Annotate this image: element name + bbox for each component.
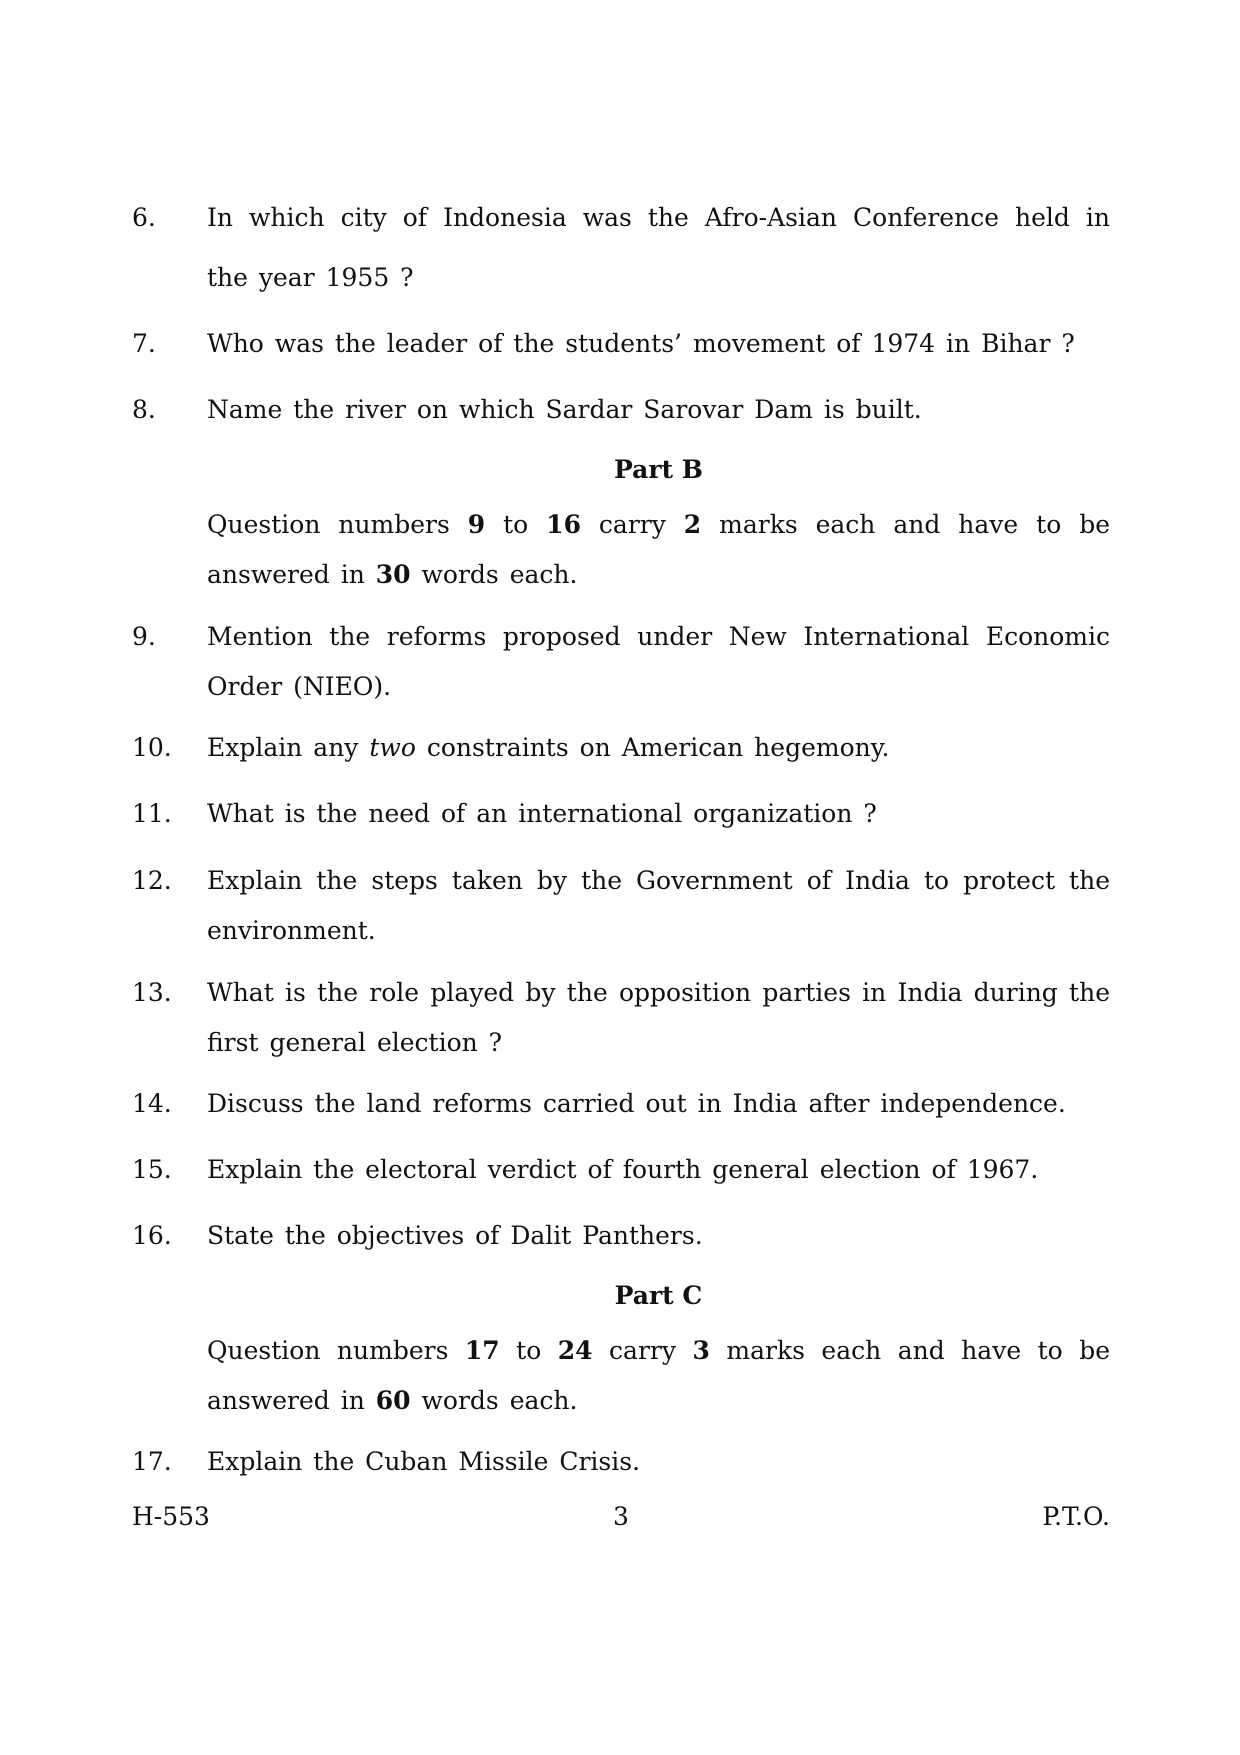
- question-emphasis: two: [369, 733, 416, 762]
- instruction-text: to: [499, 1336, 558, 1365]
- instruction-text: Question numbers: [207, 1336, 465, 1365]
- question-text: Discuss the land reforms carried out in India after independence.: [207, 1089, 1066, 1118]
- question-text: What is the role played by the opposition parties in India during the first general election ?: [207, 978, 1110, 1057]
- instruction-marks: 3: [692, 1336, 710, 1365]
- question-text: Explain the steps taken by the Government of India to protect the environment.: [207, 866, 1110, 945]
- instruction-text: marks each and have to be answered in: [207, 510, 1110, 589]
- question-text-part: Explain any: [207, 733, 370, 762]
- instruction-to: 24: [557, 1336, 593, 1365]
- instruction-words: 30: [375, 560, 411, 589]
- question-number: 15.: [132, 1155, 172, 1184]
- part-c-heading: Part C: [614, 1281, 703, 1310]
- part-b-instruction: [132, 500, 1110, 600]
- instruction-text: words each.: [410, 1386, 578, 1415]
- instruction-text: to: [485, 510, 547, 539]
- question-number: 10.: [132, 733, 172, 762]
- question-number: 7.: [132, 329, 156, 358]
- question-8: [132, 380, 1110, 440]
- question-text: Mention the reforms proposed under New International Economic Order (NIEO).: [207, 622, 1110, 701]
- question-text: Explain the Cuban Missile Crisis.: [207, 1447, 641, 1476]
- question-9: [132, 612, 1110, 712]
- question-16: [132, 1206, 1110, 1266]
- question-15: [132, 1140, 1110, 1200]
- instruction-text: words each.: [410, 560, 578, 589]
- question-text: What is the need of an international organization ?: [207, 799, 877, 828]
- instruction-to: 16: [546, 510, 581, 539]
- question-6: [132, 188, 1110, 308]
- instruction-from: 17: [464, 1336, 500, 1365]
- question-number: 6.: [132, 203, 156, 232]
- instruction-words: 60: [375, 1386, 411, 1415]
- question-number: 17.: [132, 1447, 172, 1476]
- question-number: 16.: [132, 1221, 172, 1250]
- instruction-text: carry: [580, 510, 684, 539]
- question-7: [132, 314, 1110, 374]
- question-list: [132, 203, 1111, 1492]
- question-number: 11.: [132, 799, 172, 828]
- question-14: [132, 1074, 1110, 1134]
- instruction-text: marks each and have to be answered in: [207, 1336, 1111, 1415]
- question-text: Name the river on which Sardar Sarovar Dam is built.: [207, 395, 922, 424]
- question-text: [207, 718, 1110, 778]
- question-17: [132, 1432, 1110, 1492]
- page-footer: [132, 1502, 1110, 1531]
- question-10: [132, 718, 1110, 778]
- instruction-text: carry: [592, 1336, 693, 1365]
- pto-label: P.T.O.: [1042, 1502, 1110, 1531]
- page-number: 3: [613, 1502, 629, 1531]
- question-number: 8.: [132, 395, 156, 424]
- part-c-instruction: [132, 1326, 1110, 1426]
- question-12: [132, 856, 1110, 956]
- question-13: [132, 968, 1110, 1068]
- question-11: [132, 784, 1110, 844]
- part-b-heading: Part B: [614, 455, 703, 484]
- instruction-from: 9: [467, 510, 486, 539]
- question-text: Explain the electoral verdict of fourth general election of 1967.: [207, 1155, 1039, 1184]
- question-number: 12.: [132, 866, 172, 895]
- question-text: State the objectives of Dalit Panthers.: [207, 1221, 703, 1250]
- question-number: 13.: [132, 978, 172, 1007]
- question-text: Who was the leader of the students’ movement of 1974 in Bihar ?: [207, 329, 1075, 358]
- paper-code: H-553: [132, 1502, 210, 1531]
- instruction-marks: 2: [683, 510, 702, 539]
- question-number: 14.: [132, 1089, 172, 1118]
- question-number: 9.: [132, 622, 156, 651]
- question-text: In which city of Indonesia was the Afro-Asian Conference held in the year 1955 ?: [207, 203, 1110, 292]
- question-text-part: constraints on American hegemony.: [415, 733, 890, 762]
- instruction-text: Question numbers: [207, 510, 468, 539]
